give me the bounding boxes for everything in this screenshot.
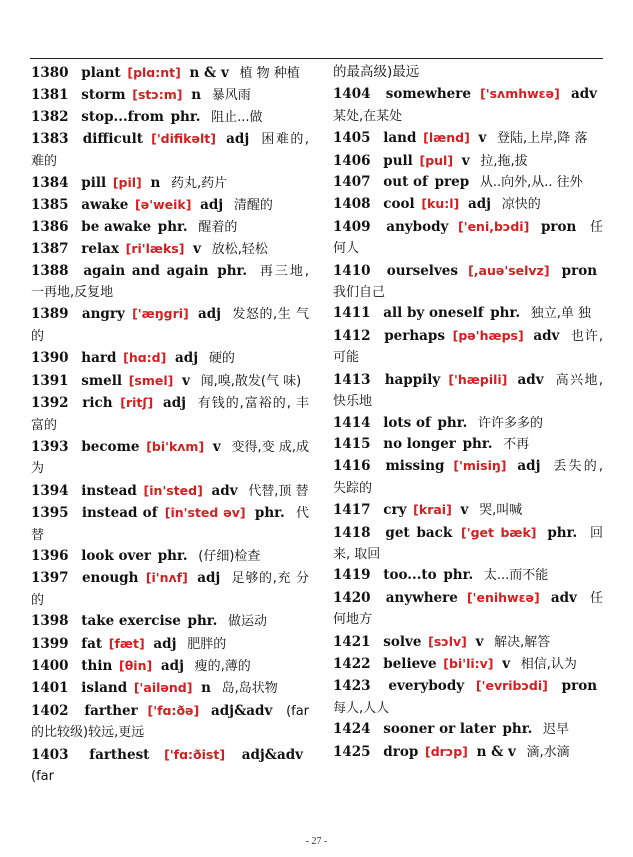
entry-part-of-speech: phr. xyxy=(254,505,285,522)
entry-part-of-speech: adj xyxy=(198,306,222,323)
entry-word: out of xyxy=(383,174,428,191)
entry-part-of-speech: v xyxy=(212,438,221,455)
entry-word: farthest xyxy=(89,746,150,763)
entry-meaning: 也许, 可能 xyxy=(333,328,604,366)
right-column xyxy=(333,62,603,763)
entry-meaning: 瘦的,薄的 xyxy=(194,658,251,674)
entry-part-of-speech: v xyxy=(475,633,484,650)
entry-number: 1389 xyxy=(31,306,69,323)
entry-phonetic: ['hæpili] xyxy=(448,371,508,387)
vocab-entry xyxy=(31,128,309,172)
entry-number: 1412 xyxy=(333,327,371,344)
entry-number: 1400 xyxy=(31,657,69,674)
entry-number: 1425 xyxy=(333,743,371,760)
entry-number: 1390 xyxy=(31,350,69,367)
entry-meaning: 从..向外,从.. 往外 xyxy=(479,175,583,191)
entry-meaning: 每人,人人 xyxy=(333,700,390,716)
entry-number: 1418 xyxy=(333,524,371,541)
entry-phonetic: [pə'hæps] xyxy=(452,327,524,343)
vocab-entry xyxy=(333,216,603,260)
vocab-entry xyxy=(333,413,603,434)
entry-part-of-speech: pron xyxy=(561,262,598,279)
entry-part-of-speech: phr. xyxy=(187,613,218,630)
entry-number: 1417 xyxy=(333,502,371,519)
entry-meaning: 登陆,上岸,降 落 xyxy=(497,131,588,147)
entry-meaning: 任 何地方 xyxy=(333,590,603,628)
entry-number: 1381 xyxy=(31,87,69,104)
entry-meaning: 太...而不能 xyxy=(483,568,549,584)
entry-phonetic: [i'nʌf] xyxy=(145,570,188,586)
vocab-entry xyxy=(31,611,309,632)
entry-phonetic: [lænd] xyxy=(423,130,470,146)
entry-number: 1414 xyxy=(333,414,371,431)
vocab-entry xyxy=(333,172,603,193)
entry-meaning: 哭,叫喊 xyxy=(479,503,523,519)
entry-meaning: 再三地, 一再地,反复地 xyxy=(31,263,310,301)
vocab-entry xyxy=(333,303,603,324)
entry-phonetic: [ə'weik] xyxy=(135,197,192,213)
entry-part-of-speech: adj xyxy=(467,196,492,213)
vocab-entry xyxy=(333,587,603,631)
entry-part-of-speech: adv xyxy=(517,371,544,388)
entry-phonetic: [ri'læks] xyxy=(125,241,185,257)
entry-number: 1401 xyxy=(31,680,69,697)
entry-part-of-speech: phr. xyxy=(157,218,188,235)
entry-meaning: (仔细)检查 xyxy=(198,548,261,564)
right-entry-list xyxy=(333,83,603,763)
entry-meaning: 相信,认为 xyxy=(520,656,577,672)
entry-part-of-speech: adj xyxy=(160,657,184,674)
entry-word: solve xyxy=(383,633,422,650)
vocab-entry xyxy=(31,700,309,744)
entry-phonetic: ['fɑ:ðist] xyxy=(164,746,226,762)
entry-word: anybody xyxy=(386,218,449,235)
left-entry-list xyxy=(31,62,309,787)
entry-number: 1416 xyxy=(333,458,371,475)
vocab-entry xyxy=(31,238,309,260)
entry-part-of-speech: n & v xyxy=(476,743,516,760)
entry-part-of-speech: v xyxy=(502,655,511,672)
entry-phonetic: [,auə'selvz] xyxy=(468,262,550,278)
entry-part-of-speech: n xyxy=(201,680,211,697)
entry-meaning: 代 替 xyxy=(31,506,310,543)
entry-part-of-speech: v xyxy=(182,372,190,389)
entry-part-of-speech: adj xyxy=(226,131,250,148)
entry-number: 1406 xyxy=(333,152,371,169)
entry-meaning: 有钱的,富裕的, 丰富的 xyxy=(31,396,309,433)
entry-number: 1394 xyxy=(31,482,69,499)
page-number: - 27 - xyxy=(305,836,328,847)
entry-word: smell xyxy=(81,372,123,389)
entry-number: 1386 xyxy=(31,218,69,235)
entry-meaning: 闻,嗅,散发(气 味) xyxy=(200,373,302,389)
vocab-entry xyxy=(333,653,603,675)
entry-meaning: 滴,水滴 xyxy=(526,744,570,760)
entry-number: 1409 xyxy=(333,218,371,235)
vocab-entry xyxy=(31,567,309,611)
entry-part-of-speech: phr. xyxy=(437,414,468,431)
entry-meaning: 岛,岛状物 xyxy=(221,681,278,697)
entry-part-of-speech: adj xyxy=(175,350,199,367)
entry-word: no longer xyxy=(383,435,456,452)
entry-number: 1385 xyxy=(31,197,69,214)
entry-meaning: 许许多多的 xyxy=(478,415,544,431)
entry-part-of-speech: n xyxy=(191,87,202,104)
entry-number: 1384 xyxy=(31,175,69,192)
entry-phonetic: [bi'li:v] xyxy=(443,655,494,671)
entry-part-of-speech: v xyxy=(461,152,470,169)
entry-number: 1396 xyxy=(31,547,69,564)
vocab-entry xyxy=(333,675,603,719)
entry-part-of-speech: v xyxy=(193,241,202,258)
entry-part-of-speech: adj xyxy=(200,197,224,214)
vocab-entry xyxy=(31,677,309,699)
entry-phonetic: [stɔ:m] xyxy=(132,87,183,103)
entry-phonetic: [plɑ:nt] xyxy=(127,65,181,80)
entry-word: awake xyxy=(81,197,129,214)
entry-meaning: 任 何人 xyxy=(333,219,603,257)
entry-part-of-speech: adv xyxy=(211,482,238,499)
vocab-entry xyxy=(333,741,603,763)
entry-word: angry xyxy=(81,306,125,323)
entry-number: 1383 xyxy=(31,131,69,148)
entry-phonetic: ['eni,bɔdi] xyxy=(458,218,530,234)
entry-meaning: 丢失的, 失踪的 xyxy=(333,459,603,496)
entry-meaning: 硬的 xyxy=(208,351,235,367)
entry-number: 1397 xyxy=(31,570,69,587)
entry-number: 1398 xyxy=(31,613,69,630)
entry-phonetic: ['evribɔdi] xyxy=(475,678,548,694)
vocab-entry xyxy=(333,565,603,586)
vocab-entry xyxy=(31,303,309,347)
vocab-entry xyxy=(333,260,603,304)
entry-part-of-speech: adj xyxy=(153,635,177,652)
entry-word: enough xyxy=(81,570,139,587)
entry-phonetic: [hɑ:d] xyxy=(123,350,167,366)
entry-number: 1393 xyxy=(31,438,69,455)
entry-word: perhaps xyxy=(384,327,445,344)
entry-part-of-speech: n & v xyxy=(189,65,229,81)
entry-word: ourselves xyxy=(386,262,458,279)
entry-number: 1399 xyxy=(31,635,69,652)
vocab-entry xyxy=(333,369,603,413)
entry-word: cool xyxy=(383,196,415,213)
entry-word: somewhere xyxy=(385,86,471,103)
entry-word: pull xyxy=(383,152,413,169)
entry-word: fat xyxy=(81,635,103,652)
entry-meaning: 放松,轻松 xyxy=(211,242,268,258)
entry-word: instead xyxy=(81,482,137,499)
entry-word: difficult xyxy=(82,131,143,148)
entry-part-of-speech: adj xyxy=(162,395,187,412)
entry-phonetic: [θin] xyxy=(118,657,153,673)
entry-phonetic: ['difikəlt] xyxy=(151,131,216,147)
entry-word: land xyxy=(383,130,417,147)
entry-meaning: 拉,拖,拔 xyxy=(480,153,528,169)
entry-part-of-speech: phr. xyxy=(502,721,533,738)
vocab-entry xyxy=(31,194,309,216)
entry-number: 1415 xyxy=(333,435,371,452)
entry-number: 1395 xyxy=(31,505,69,522)
entry-phonetic: [ritʃ] xyxy=(120,395,154,411)
entry-number: 1403 xyxy=(31,746,69,763)
vocab-entry xyxy=(31,436,309,480)
entry-word: lots of xyxy=(383,414,431,431)
vocab-entry xyxy=(333,325,603,369)
entry-meaning: 不再 xyxy=(503,436,530,452)
entry-word: island xyxy=(81,680,128,697)
entry-meaning: 某处,在某处 xyxy=(333,108,403,124)
entry-number: 1423 xyxy=(333,678,371,695)
entry-part-of-speech: phr. xyxy=(170,108,201,125)
entry-meaning: 醒着的 xyxy=(198,219,238,235)
entry-phonetic: [sɔlv] xyxy=(428,633,467,649)
entry-word: stop...from xyxy=(81,108,164,125)
vocab-entry xyxy=(333,193,603,215)
entry-word: everybody xyxy=(388,678,465,695)
vocab-entry xyxy=(333,522,603,566)
vocab-entry xyxy=(31,633,309,655)
entry-word: pill xyxy=(81,175,107,192)
entry-word: missing xyxy=(385,458,445,475)
entry-number: 1422 xyxy=(333,655,371,672)
entry-word: sooner or later xyxy=(383,721,496,738)
entry-number: 1421 xyxy=(333,633,371,650)
vocab-entry xyxy=(31,172,309,194)
entry-number: 1410 xyxy=(333,262,371,279)
entry-meaning: 独立,单 独 xyxy=(530,306,592,322)
entry-word: be awake xyxy=(81,218,152,235)
entry-phonetic: [fæt] xyxy=(108,635,145,651)
entry-part-of-speech: adj xyxy=(517,458,541,475)
entry-part-of-speech: phr. xyxy=(217,262,248,279)
entry-phonetic: [in'sted] xyxy=(143,482,203,498)
header-rule xyxy=(30,58,603,59)
entry-meaning: 植 物 种植 xyxy=(239,66,300,81)
entry-word: plant xyxy=(81,65,121,81)
vocab-entry xyxy=(333,83,603,127)
entry-phonetic: ['misiŋ] xyxy=(453,458,507,474)
entry-meaning: 暴风雨 xyxy=(211,88,251,104)
entry-meaning: 药丸,药片 xyxy=(171,176,228,192)
vocab-entry xyxy=(333,631,603,653)
vocab-entry xyxy=(31,84,309,106)
vocab-entry xyxy=(31,370,309,392)
entry-part-of-speech: v xyxy=(478,130,487,147)
vocab-entry xyxy=(31,546,309,567)
vocab-entry xyxy=(31,480,309,502)
entry-word: instead of xyxy=(81,505,158,522)
entry-word: cry xyxy=(383,502,407,519)
entry-part-of-speech: adj&adv xyxy=(241,746,304,763)
entry-part-of-speech: adj xyxy=(197,570,221,587)
entry-meaning: 足够的,充 分的 xyxy=(31,571,309,608)
entry-part-of-speech: adv xyxy=(533,327,560,344)
entry-part-of-speech: phr. xyxy=(462,435,493,452)
entry-part-of-speech: phr. xyxy=(547,524,578,541)
entry-meaning: 凉快的 xyxy=(501,197,541,213)
vocab-entry xyxy=(31,502,309,546)
entry-word: relax xyxy=(81,241,119,258)
entry-number: 1407 xyxy=(333,174,371,191)
entry-part-of-speech: phr. xyxy=(157,547,188,564)
entry-part-of-speech: prep xyxy=(434,174,470,191)
vocab-entry xyxy=(31,261,309,304)
entry-part-of-speech: v xyxy=(460,502,469,519)
vocab-entry xyxy=(333,434,603,455)
entry-meaning: 回来, 取回 xyxy=(333,525,603,562)
entry-phonetic: ['sʌmhwεə] xyxy=(480,86,560,102)
left-column xyxy=(31,62,309,787)
vocab-entry xyxy=(31,655,309,677)
entry-number: 1420 xyxy=(333,589,371,606)
entry-part-of-speech: n xyxy=(150,175,161,192)
entry-number: 1391 xyxy=(31,372,69,389)
entry-phonetic: [pil] xyxy=(112,175,142,191)
entry-number: 1404 xyxy=(333,86,371,103)
entry-meaning: 变得,变 成,成为 xyxy=(31,439,310,477)
entry-phonetic: [smel] xyxy=(128,372,174,388)
entry-word: happily xyxy=(384,371,441,388)
entry-part-of-speech: adj&adv xyxy=(211,702,273,719)
entry-meaning: 代替,顶 替 xyxy=(248,483,309,499)
continuation-text: 的最高级)最远 xyxy=(333,64,420,80)
entry-phonetic: [drɔp] xyxy=(424,743,468,759)
entry-meaning: 做运动 xyxy=(228,614,268,630)
entry-number: 1411 xyxy=(333,305,371,322)
vocab-entry xyxy=(333,455,603,499)
entry-word: get back xyxy=(385,524,453,541)
entry-number: 1382 xyxy=(31,108,69,125)
entry-word: thin xyxy=(81,657,113,674)
entry-word: rich xyxy=(82,395,113,412)
entry-number: 1402 xyxy=(31,702,69,719)
vocab-entry xyxy=(333,499,603,521)
entry-meaning: 解决,解答 xyxy=(494,634,551,650)
entry-part-of-speech: adv xyxy=(550,589,577,606)
entry-word: anywhere xyxy=(385,589,458,606)
entry-word: believe xyxy=(383,655,437,672)
vocab-entry xyxy=(31,217,309,238)
vocab-entry xyxy=(333,127,603,149)
entry-phonetic: [bi'kʌm] xyxy=(146,438,205,454)
entry-word: hard xyxy=(81,350,117,367)
entry-part-of-speech: pron xyxy=(540,218,577,235)
entry-meaning: (far xyxy=(31,769,54,784)
vocab-entry xyxy=(31,744,309,788)
vocab-entry xyxy=(31,392,309,436)
entry-word: drop xyxy=(383,743,419,760)
vocab-entry xyxy=(333,150,603,172)
vocab-entry xyxy=(333,719,603,740)
entry-word: become xyxy=(81,438,140,455)
entry-meaning: 清醒的 xyxy=(233,198,273,214)
entry-phonetic: [in'sted əv] xyxy=(164,505,246,521)
entry-number: 1413 xyxy=(333,371,371,388)
entry-meaning: 迟早 xyxy=(542,722,569,738)
entry-phonetic: [pul] xyxy=(419,152,454,168)
entry-phonetic: [krai] xyxy=(413,502,452,518)
entry-meaning: 发怒的,生 气的 xyxy=(31,307,309,344)
entry-number: 1405 xyxy=(333,130,371,147)
entry-part-of-speech: adv xyxy=(570,86,597,103)
entry-word: look over xyxy=(81,547,152,564)
entry-phonetic: ['fɑ:ðə] xyxy=(147,702,200,718)
entry-number: 1388 xyxy=(31,262,69,279)
entry-word: all by oneself xyxy=(383,305,484,322)
vocab-entry xyxy=(31,107,309,128)
entry-phonetic: ['enihwεə] xyxy=(466,589,540,605)
entry-meaning: 肥胖的 xyxy=(187,636,227,652)
entry-part-of-speech: phr. xyxy=(490,305,521,322)
entry-number: 1424 xyxy=(333,721,371,738)
entry-meaning: 阻止...做 xyxy=(211,109,263,125)
entry-meaning: (far 的比较级)较远,更远 xyxy=(31,703,310,741)
entry-number: 1408 xyxy=(333,196,371,213)
entry-part-of-speech: phr. xyxy=(443,567,474,584)
vocab-entry xyxy=(31,62,309,84)
entry-phonetic: ['get bæk] xyxy=(461,524,537,540)
entry-number: 1419 xyxy=(333,567,371,584)
entry-part-of-speech: pron xyxy=(561,678,598,695)
entry-meaning: 高兴地, 快乐地 xyxy=(333,372,604,410)
entry-meaning: 我们自己 xyxy=(333,285,386,301)
entry-word: take exercise xyxy=(81,613,181,630)
entry-word: farther xyxy=(84,702,138,719)
entry-number: 1380 xyxy=(31,65,69,81)
entry-word: storm xyxy=(81,87,126,104)
entry-word: again and again xyxy=(83,262,209,279)
entry-phonetic: [ku:l] xyxy=(421,196,460,212)
entry-phonetic: ['ailənd] xyxy=(133,680,193,696)
entry-phonetic: ['æŋgri] xyxy=(132,306,189,322)
entry-word: too...to xyxy=(383,567,437,584)
vocab-entry xyxy=(31,347,309,369)
entry-number: 1392 xyxy=(31,395,69,412)
entry-meaning: 困难的, 难的 xyxy=(31,132,309,169)
entry-number: 1387 xyxy=(31,241,69,258)
